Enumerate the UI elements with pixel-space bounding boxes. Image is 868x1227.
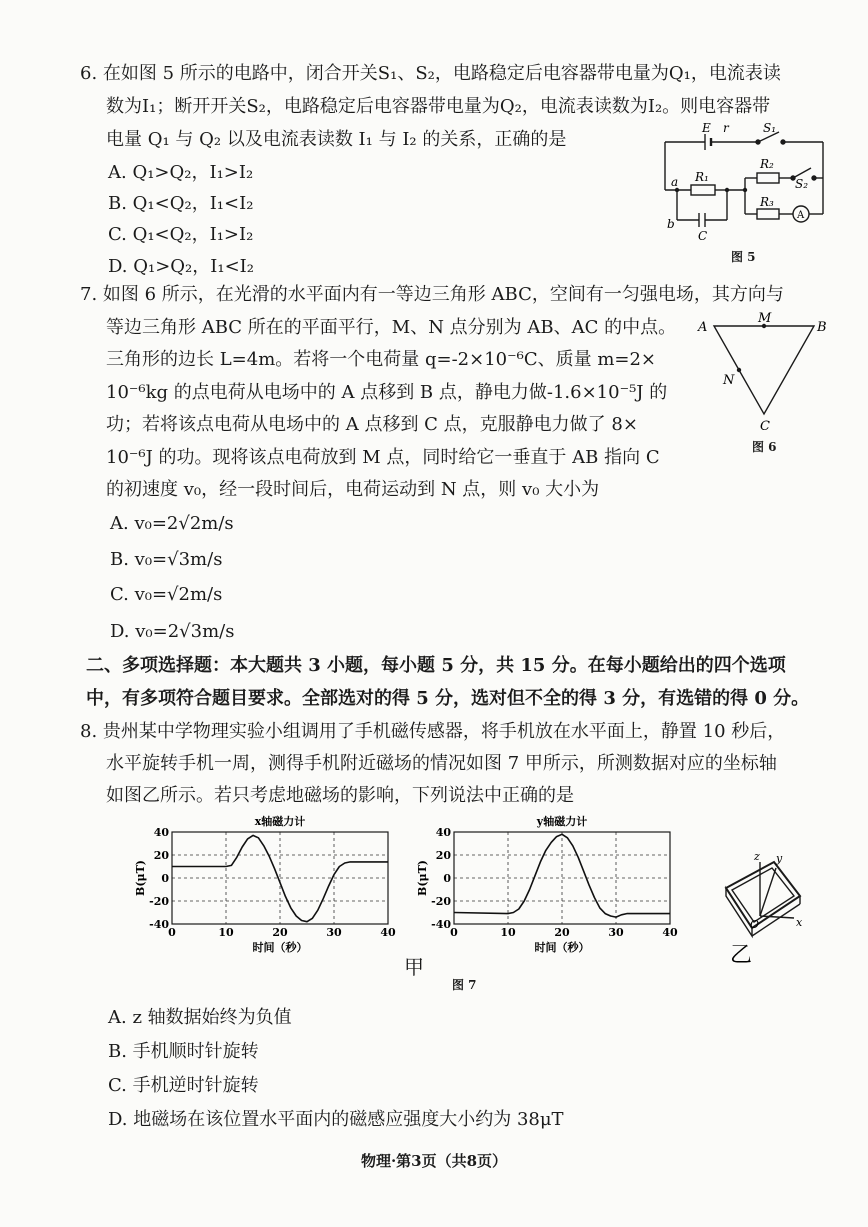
circuit-figure-5	[655, 118, 835, 263]
x-axis-label: 时间（秒）	[252, 941, 308, 954]
q6-option-a: A. Q₁>Q₂，I₁>I₂	[108, 162, 254, 183]
x-tick-label: 20	[272, 926, 288, 939]
axis-y-label: y	[776, 852, 783, 865]
q8-line-3: 如图乙所示。若只考虑地磁场的影响，下列说法中正确的是	[106, 785, 574, 806]
vertex-A: A	[698, 320, 708, 335]
x-axis-magnetometer-chart	[120, 810, 410, 960]
q8-option-d: D. 地磁场在该位置水平面内的磁感应强度大小约为 38μT	[108, 1109, 564, 1130]
chart-title: x轴磁力计	[254, 815, 306, 828]
q7-option-c: C. v₀=√2m/s	[110, 584, 223, 605]
page-footer: 物理·第3页（共8页）	[360, 1152, 508, 1170]
q6-line-2: 数为I₁；断开开关S₂，电路稳定后电容器带电量为Q₂，电流表读数为I₂。则电容器带	[106, 96, 771, 117]
q8-option-a: A. z 轴数据始终为负值	[108, 1007, 292, 1028]
x-tick-label: 0	[450, 926, 458, 939]
y-tick-label: 40	[435, 826, 451, 839]
q6-option-b: B. Q₁<Q₂，I₁<I₂	[108, 193, 254, 214]
x-axis-label: 时间（秒）	[534, 941, 590, 954]
label-b: b	[667, 217, 675, 231]
y-axis-magnetometer-chart	[402, 810, 692, 960]
x-tick-label: 30	[326, 926, 342, 939]
q7-line-6: 10⁻⁶J 的功。现将该点电荷放到 M 点，同时给它一垂直于 AB 指向 C	[106, 447, 660, 468]
section-2-header-line-1: 二、多项选择题：本大题共 3 小题，每小题 5 分，共 15 分。在每小题给出的四个选项	[86, 655, 786, 676]
label-S1: S₁	[763, 121, 777, 135]
point-M: M	[758, 311, 772, 326]
y-tick-label: 40	[153, 826, 169, 839]
q7-line-3: 三角形的边长 L=4m。若将一个电荷量 q=-2×10⁻⁶C、质量 m=2×	[106, 349, 657, 370]
q8-option-b: B. 手机顺时针旋转	[108, 1041, 259, 1062]
figure-6-caption: 图 6	[752, 440, 777, 454]
label-r: r	[723, 121, 729, 135]
y-tick-label: -20	[149, 895, 169, 908]
y-tick-label: 20	[153, 849, 169, 862]
y-axis-label: B(μT)	[134, 860, 147, 896]
point-N: N	[723, 373, 735, 388]
axis-x-label: x	[796, 916, 803, 929]
x-tick-label: 0	[168, 926, 176, 939]
q8-line-1: 8. 贵州某中学物理实验小组调用了手机磁传感器，将手机放在水平面上，静置 10 秒后，	[80, 721, 786, 742]
q6-option-c: C. Q₁<Q₂，I₁>I₂	[108, 224, 254, 245]
section-2-header-line-2: 中，有多项符合题目要求。全部选对的得 5 分，选对但不全的得 3 分，有选错的得 0 分。	[86, 688, 810, 709]
chart-title: y轴磁力计	[536, 815, 588, 828]
vertex-B: B	[817, 320, 827, 335]
q8-option-c: C. 手机逆时针旋转	[108, 1075, 259, 1096]
ammeter-label: A	[797, 210, 805, 221]
q7-line-7: 的初速度 v₀，经一段时间后，电荷运动到 N 点，则 v₀ 大小为	[106, 479, 600, 500]
label-S2: S₂	[795, 177, 809, 191]
x-tick-label: 10	[218, 926, 234, 939]
q7-option-a: A. v₀=2√2m/s	[110, 513, 234, 534]
x-tick-label: 40	[662, 926, 678, 939]
figure-jia-label: 甲	[404, 955, 424, 979]
y-tick-label: 20	[435, 849, 451, 862]
y-tick-label: -20	[431, 895, 451, 908]
label-R1: R₁	[695, 170, 709, 184]
y-axis-label: B(μT)	[416, 860, 429, 896]
y-tick-label: 0	[161, 872, 169, 885]
label-E: E	[702, 121, 711, 135]
q6-line-3: 电量 Q₁ 与 Q₂ 以及电流表读数 I₁ 与 I₂ 的关系，正确的是	[106, 129, 567, 150]
label-C: C	[698, 229, 708, 243]
axis-z-label: z	[754, 850, 760, 863]
x-tick-label: 10	[500, 926, 516, 939]
q8-line-2: 水平旋转手机一周，测得手机附近磁场的情况如图 7 甲所示，所测数据对应的坐标轴	[106, 753, 777, 774]
y-tick-label: 0	[443, 872, 451, 885]
x-tick-label: 30	[608, 926, 624, 939]
x-tick-label: 20	[554, 926, 570, 939]
figure-7-caption: 图 7	[452, 978, 477, 992]
q7-line-1: 7. 如图 6 所示，在光滑的水平面内有一等边三角形 ABC，空间有一匀强电场，其方向与	[80, 284, 784, 305]
figure-5-caption: 图 5	[731, 250, 756, 264]
label-a: a	[671, 175, 679, 189]
q7-line-5: 功；若将该点电荷从电场中的 A 点移到 C 点，克服静电力做了 8×	[106, 414, 638, 435]
q7-option-d: D. v₀=2√3m/s	[110, 621, 235, 642]
y-tick-label: -40	[431, 918, 451, 931]
x-tick-label: 40	[380, 926, 396, 939]
label-R2: R₂	[760, 157, 774, 171]
series-line	[172, 835, 388, 921]
q7-line-4: 10⁻⁶kg 的点电荷从电场中的 A 点移到 B 点，静电力做-1.6×10⁻⁵J 的	[106, 382, 668, 403]
figure-yi-label: 乙	[730, 943, 753, 968]
q6-option-d: D. Q₁>Q₂，I₁<I₂	[108, 256, 254, 277]
phone-axes-figure	[714, 848, 824, 968]
q7-option-b: B. v₀=√3m/s	[110, 549, 223, 570]
y-tick-label: -40	[149, 918, 169, 931]
triangle-figure-6	[696, 310, 836, 440]
vertex-C: C	[760, 419, 770, 434]
origin-label: O	[750, 918, 760, 931]
q7-line-2: 等边三角形 ABC 所在的平面平行，M、N 点分别为 AB、AC 的中点。	[106, 317, 677, 338]
q6-line-1: 6. 在如图 5 所示的电路中，闭合开关S₁、S₂，电路稳定后电容器带电量为Q₁，电流表读	[80, 63, 781, 84]
label-R3: R₃	[760, 195, 774, 209]
